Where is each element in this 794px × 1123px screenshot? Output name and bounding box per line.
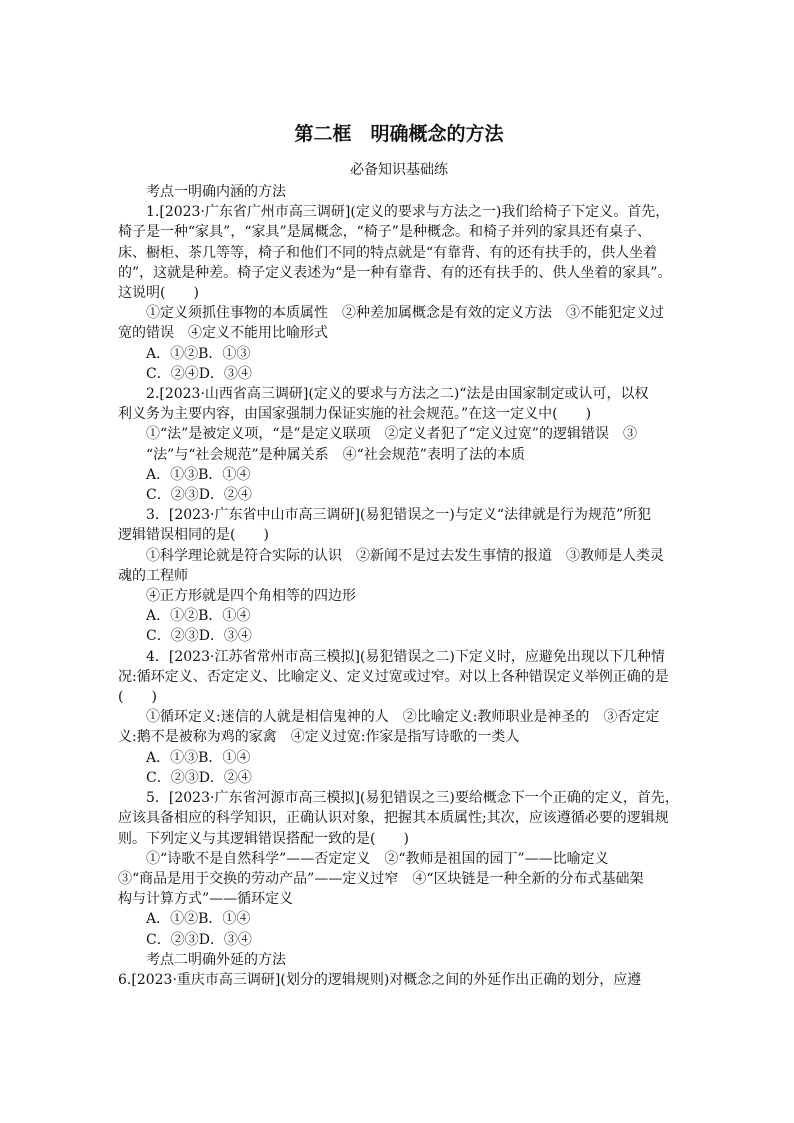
text-line: ①循环定义:迷信的人就是相信鬼神的人 ②比喻定义:教师职业是神圣的 ③否定定 [146, 709, 660, 726]
text-line: 魂的工程师 [118, 567, 188, 584]
text-line: ①“诗歌不是自然科学”——否定定义 ②“教师是祖国的园丁”——比喻定义 [146, 850, 609, 867]
text-line: C．②③D．③④ [146, 931, 252, 948]
text-line: ( ) [118, 689, 157, 706]
text-line: C．②③D．③④ [146, 628, 252, 645]
text-line: 构与计算方式”——循环定义 [118, 891, 294, 908]
text-line: 床、橱柜、茶几等等，椅子和他们不同的特点就是“有靠背、有的还有扶手的，供人坐着 [118, 244, 658, 261]
text-line: C．②④D．③④ [146, 365, 252, 382]
text-line: 义:鹅不是被称为鸡的家禽 ④定义过宽:作家是指写诗歌的一类人 [118, 729, 520, 746]
text-line: 逻辑错误相同的是( ) [118, 527, 269, 544]
section-subtitle: 必备知识基础练 [350, 162, 448, 178]
text-line: 应该具备相应的科学知识，正确认识对象，把握其本质属性;其次，应该遵循必要的逻辑规 [118, 810, 669, 827]
text-line: 2.[2023·山西省高三调研](定义的要求与方法之二)“法是由国家制定或认可，以权 [146, 386, 649, 403]
text-line: 5．[2023·广东省河源市高三模拟](易犯错误之三)要给概念下一个正确的定义，首先， [146, 790, 679, 807]
text-line: 的”，这就是种差。椅子定义表述为“是一种有靠背、有的还有扶手的、供人坐着的家具”。 [118, 264, 672, 281]
text-line: ①“法”是被定义项，“是”是定义联项 ②定义者犯了“定义过宽”的逻辑错误 ③ [146, 426, 637, 443]
text-line: A．①②B．①③ [146, 345, 251, 362]
text-line: A．①②B．①④ [146, 608, 251, 625]
text-line: 这说明( ) [118, 285, 199, 302]
text-line: 则。下列定义与其逻辑错误搭配一致的是( ) [118, 830, 409, 847]
text-line: A．①②B．①④ [146, 911, 251, 928]
text-line: 考点二明确外延的方法 [146, 951, 286, 968]
text-line: ①定义须抓住事物的本质属性 ②种差加属概念是有效的定义方法 ③不能犯定义过 [146, 305, 664, 322]
text-line: C．②③D．②④ [146, 769, 252, 786]
page-title: 第二框 明确概念的方法 [294, 123, 504, 145]
text-line: 况:循环定义、否定定义、比喻定义、定义过宽或过窄。对以上各种错误定义举例正确的是 [118, 668, 669, 685]
text-line: C．②③D．②④ [146, 487, 252, 504]
text-line: ③“商品是用于交换的劳动产品”——定义过窄 ④“区块链是一种全新的分布式基础架 [118, 870, 644, 887]
text-line: A．①③B．①④ [146, 749, 251, 766]
text-line: 利义务为主要内容，由国家强制力保证实施的社会规范。”在这一定义中( ) [118, 406, 592, 423]
document-body [118, 182, 680, 990]
text-line: 椅子是一种“家具”，“家具”是属概念，“椅子”是种概念。和椅子并列的家具还有桌子、 [118, 224, 651, 241]
text-line: ④正方形就是四个角相等的四边形 [146, 588, 356, 605]
text-line: 考点一明确内涵的方法 [146, 184, 286, 200]
text-line: 6.[2023·重庆市高三调研](划分的逻辑规则)对概念之间的外延作出正确的划分，应遵 [118, 971, 642, 988]
text-line: 1.[2023·广东省广州市高三调研](定义的要求与方法之一)我们给椅子下定义。首先， [146, 204, 670, 221]
text-line: ①科学理论就是符合实际的认识 ②新闻不是过去发生事情的报道 ③教师是人类灵 [146, 547, 664, 564]
text-line: “法”与“社会规范”是种属关系 ④“社会规范”表明了法的本质 [146, 446, 525, 463]
text-line: A．①③B．①④ [146, 466, 251, 483]
text-line: 4．[2023·江苏省常州市高三模拟](易犯错误之二)下定义时，应避免出现以下几种情 [146, 648, 665, 665]
text-line: 宽的错误 ④定义不能用比喻形式 [118, 325, 328, 342]
text-line: 3．[2023·广东省中山市高三调研](易犯错误之一)与定义“法律就是行为规范”所犯 [146, 507, 652, 524]
